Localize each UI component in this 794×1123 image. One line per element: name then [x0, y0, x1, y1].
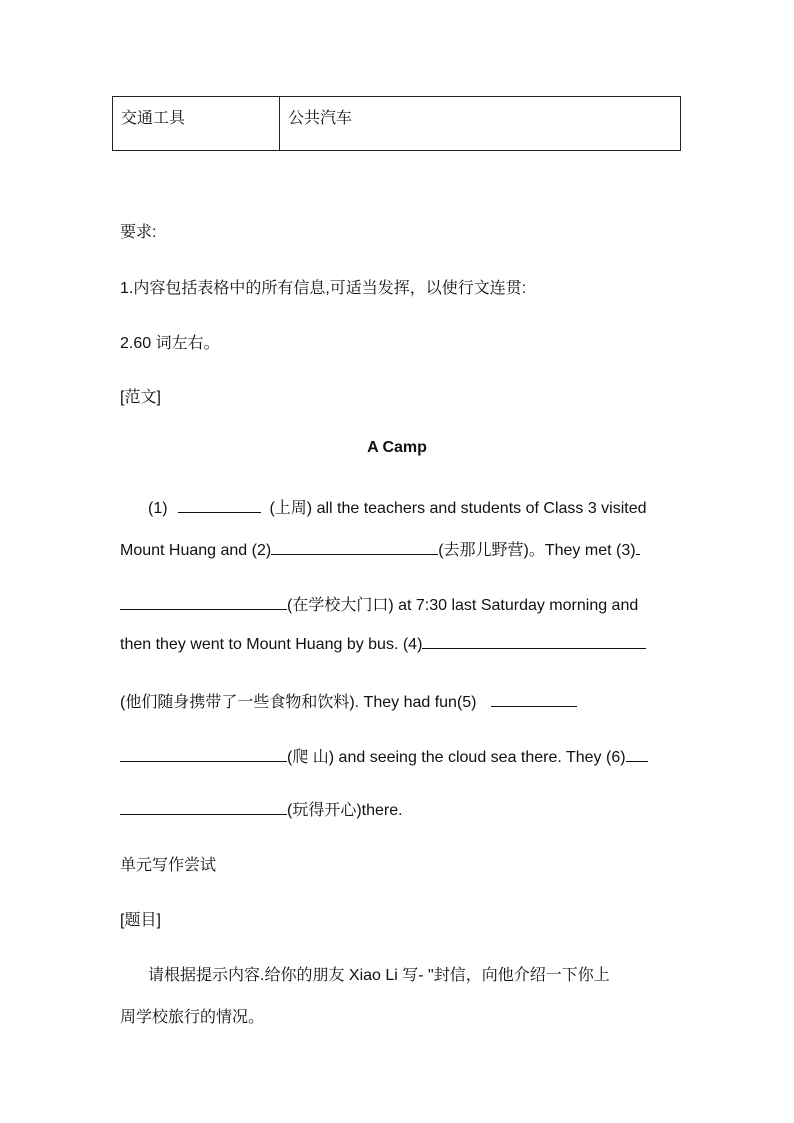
- sample-line-5: [120, 689, 674, 712]
- hint-6: (玩得开心)there.: [287, 802, 403, 819]
- sample-line-6: [120, 744, 674, 767]
- sample-line-4: [120, 633, 674, 654]
- requirement-item-2: 2.60 词左右。: [120, 335, 220, 352]
- unit-heading: 单元写作尝试: [120, 857, 217, 874]
- unit-label: [题目]: [120, 912, 161, 929]
- line-2-text: Mount Huang and (2): [120, 542, 272, 559]
- hint-4: (他们随身携带了一些食物和饮料). They had fun(5): [120, 694, 477, 711]
- sample-label: [范文]: [120, 389, 161, 406]
- blank-number-1: (1): [148, 500, 168, 517]
- sample-line-1: [120, 495, 674, 518]
- hint-5: (爬 山) and seeing the cloud sea there. They (6): [287, 749, 626, 766]
- line-4-text: then they went to Mount Huang by bus. (4): [120, 636, 423, 653]
- sample-line-7: [120, 797, 674, 820]
- requirements-heading: 要求:: [120, 224, 157, 241]
- hint-1: (上周) all the teachers and students of Class 3 visited: [269, 500, 647, 517]
- requirement-item-1: 1.内容包括表格中的所有信息,可适当发挥，以使行文连贯:: [120, 280, 527, 297]
- table-cell-value: 公共汽车: [280, 97, 681, 151]
- blank-3[interactable]: [120, 594, 287, 610]
- table-cell-key: 交通工具: [113, 97, 280, 151]
- unit-prompt-line-2: 周学校旅行的情况。: [120, 1009, 265, 1026]
- unit-prompt-line-1: [120, 962, 674, 985]
- unit-prompt-text-1: 请根据提示内容.给你的朋友 Xiao Li 写- "封信，向他介绍一下你上: [148, 967, 610, 984]
- sample-line-3: [120, 592, 674, 615]
- blank-2[interactable]: [271, 539, 438, 555]
- info-table: [112, 96, 681, 151]
- blank-4[interactable]: [422, 633, 646, 649]
- blank-6[interactable]: [120, 799, 287, 815]
- blank-5[interactable]: [120, 746, 287, 762]
- hint-2: (去那儿野营)。They met (3): [438, 542, 636, 559]
- sample-line-2: [120, 537, 674, 560]
- blank-5-start[interactable]: [491, 691, 577, 707]
- blank-1[interactable]: [178, 497, 261, 513]
- table-row: [113, 97, 681, 151]
- hint-3: (在学校大门口) at 7:30 last Saturday morning and: [287, 597, 639, 614]
- blank-3-start: [636, 539, 640, 555]
- sample-title: A Camp: [367, 439, 427, 456]
- blank-6-start[interactable]: [626, 746, 648, 762]
